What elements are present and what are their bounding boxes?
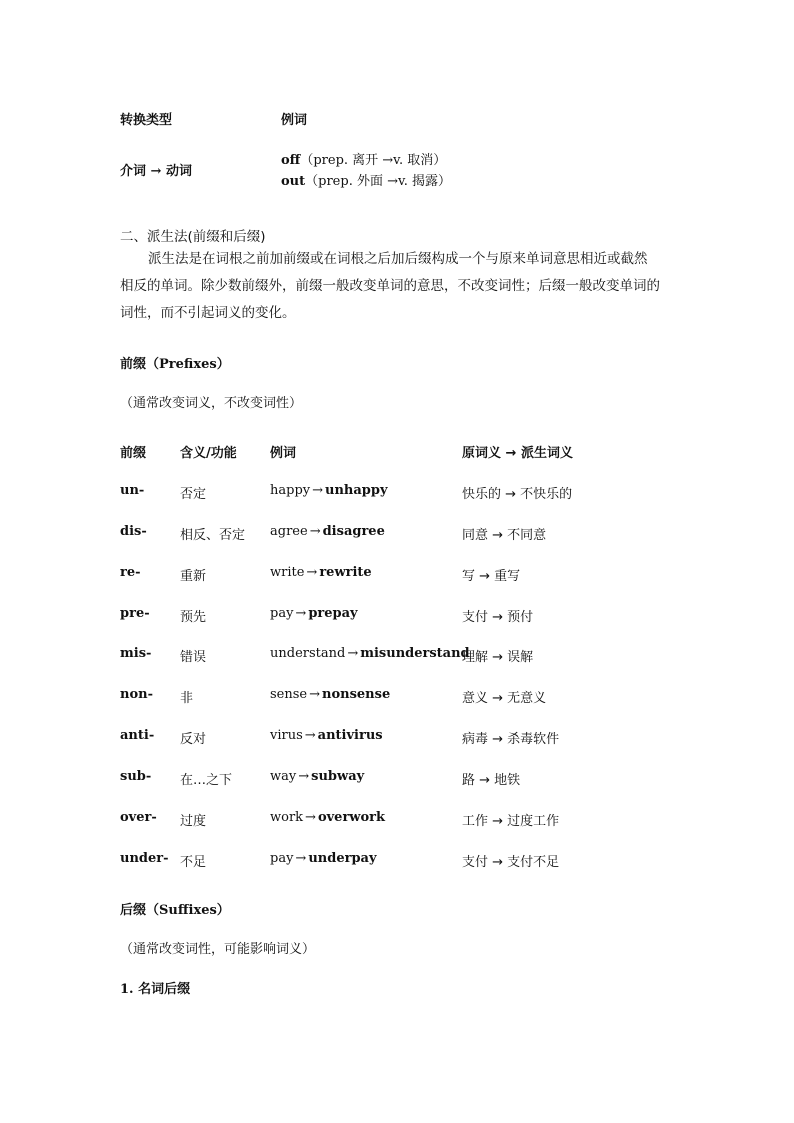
table-row	[0, 769, 794, 789]
example-cell	[270, 606, 358, 621]
paragraph-line: 派生法是在词根之前加前缀或在词根之后加后缀构成一个与原来单词意思相近或截然	[148, 251, 648, 267]
base-word: pay	[270, 605, 294, 621]
example-cell	[270, 810, 385, 825]
table-row	[0, 728, 794, 748]
conversion-example-2	[281, 170, 451, 189]
example-cell	[270, 728, 383, 743]
table-row	[0, 810, 794, 830]
arrow-glyph: →	[305, 809, 316, 825]
table-row	[0, 646, 794, 666]
derived-word: unhappy	[325, 483, 388, 498]
derived-word: subway	[311, 768, 365, 784]
header-example: 例词	[270, 446, 297, 461]
table-row	[0, 565, 794, 585]
prefix-cell: dis-	[120, 523, 147, 539]
base-word: agree	[270, 523, 308, 539]
gloss-cell: 意义 → 无意义	[462, 691, 547, 707]
derived-word: nonsense	[322, 687, 391, 703]
prefix-cell: re-	[120, 564, 141, 580]
prefix-cell: under-	[120, 850, 169, 866]
arrow-glyph: →	[309, 687, 321, 703]
base-word: happy	[270, 483, 311, 498]
prefixes-title: 前缀（Prefixes）	[120, 357, 230, 372]
prefix-cell: sub-	[120, 768, 152, 784]
meaning-cell: 不足	[180, 854, 207, 870]
gloss-cell: 路 → 地铁	[462, 772, 521, 788]
paragraph-line: 相反的单词。除少数前缀外，前缀一般改变单词的意思，不改变词性；后缀一般改变单词的	[120, 278, 660, 294]
table-row	[0, 851, 794, 871]
arrow-glyph: →	[347, 646, 359, 662]
base-word: pay	[270, 850, 294, 866]
prefix-cell: un-	[120, 483, 145, 498]
gloss-cell: 同意 → 不同意	[462, 527, 547, 543]
table-row	[0, 524, 794, 544]
prefixes-note: （通常改变词义，不改变词性）	[120, 396, 303, 411]
suffixes-title: 后缀（Suffixes）	[120, 903, 230, 918]
prefix-cell: mis-	[120, 646, 152, 662]
gloss-cell: 理解 → 误解	[462, 650, 534, 666]
header-gloss: 原词义 → 派生词义	[462, 446, 573, 461]
example-cell	[270, 769, 364, 784]
derived-word: underpay	[308, 850, 377, 866]
gloss-cell: 病毒 → 杀毒软件	[462, 732, 560, 748]
derived-word: prepay	[308, 605, 358, 621]
arrow-glyph: →	[304, 728, 316, 744]
prefix-cell: anti-	[120, 728, 155, 744]
section-heading: 二、派生法(前缀和后缀)	[120, 229, 266, 245]
meaning-cell: 否定	[180, 487, 207, 502]
base-word: understand	[270, 646, 346, 662]
conversion-header-type: 转换类型	[120, 113, 173, 128]
arrow-glyph: →	[306, 564, 318, 580]
prefix-cell: pre-	[120, 605, 150, 621]
meaning-cell: 反对	[180, 732, 207, 748]
section-paragraph	[120, 246, 676, 327]
example-gloss: （prep. 离开 →v. 取消）	[300, 153, 447, 168]
prefix-cell: non-	[120, 687, 153, 703]
derived-word: misunderstand	[360, 646, 470, 662]
base-word: way	[270, 768, 297, 784]
arrow-glyph: →	[312, 483, 324, 498]
gloss-cell: 写 → 重写	[462, 568, 521, 584]
suffix-subheading: 1. 名词后缀	[120, 982, 191, 997]
derived-word: rewrite	[319, 564, 372, 580]
gloss-cell: 支付 → 支付不足	[462, 854, 560, 870]
table-row	[0, 687, 794, 707]
meaning-cell: 相反、否定	[180, 527, 246, 543]
base-word: work	[270, 809, 304, 825]
conversion-row-type: 介词 → 动词	[120, 164, 192, 179]
suffixes-note: （通常改变词性，可能影响词义）	[120, 942, 316, 957]
example-cell	[270, 524, 385, 539]
example-word: off	[281, 153, 301, 168]
example-cell	[270, 687, 390, 702]
meaning-cell: 预先	[180, 609, 207, 625]
base-word: sense	[270, 687, 308, 703]
example-cell	[270, 646, 470, 661]
arrow-glyph: →	[295, 605, 307, 621]
meaning-cell: 错误	[180, 650, 207, 666]
gloss-cell: 支付 → 预付	[462, 609, 534, 625]
paragraph-line: 词性，而不引起词义的变化。	[120, 305, 296, 321]
derived-word: antivirus	[317, 728, 383, 744]
example-cell	[270, 483, 388, 498]
derived-word: overwork	[317, 809, 386, 825]
header-meaning: 含义/功能	[180, 446, 237, 461]
example-cell	[270, 851, 377, 866]
table-row	[0, 483, 794, 503]
conversion-example-1	[281, 149, 446, 168]
arrow-glyph: →	[298, 768, 310, 784]
example-word: out	[281, 174, 306, 189]
base-word: virus	[270, 728, 303, 744]
meaning-cell: 重新	[180, 568, 207, 584]
meaning-cell: 非	[180, 691, 194, 707]
table-row	[0, 606, 794, 626]
gloss-cell: 快乐的 → 不快乐的	[462, 487, 573, 502]
example-cell	[270, 565, 372, 580]
conversion-header-example: 例词	[281, 113, 308, 128]
gloss-cell: 工作 → 过度工作	[462, 813, 560, 829]
derived-word: disagree	[322, 523, 385, 539]
header-prefix: 前缀	[120, 446, 147, 461]
example-gloss: （prep. 外面 →v. 揭露）	[305, 174, 452, 189]
meaning-cell: 在…之下	[180, 772, 233, 788]
base-word: write	[270, 564, 305, 580]
prefix-table-header	[0, 442, 794, 462]
arrow-glyph: →	[295, 850, 307, 866]
prefix-cell: over-	[120, 809, 157, 825]
arrow-glyph: →	[309, 523, 321, 539]
meaning-cell: 过度	[180, 813, 207, 829]
